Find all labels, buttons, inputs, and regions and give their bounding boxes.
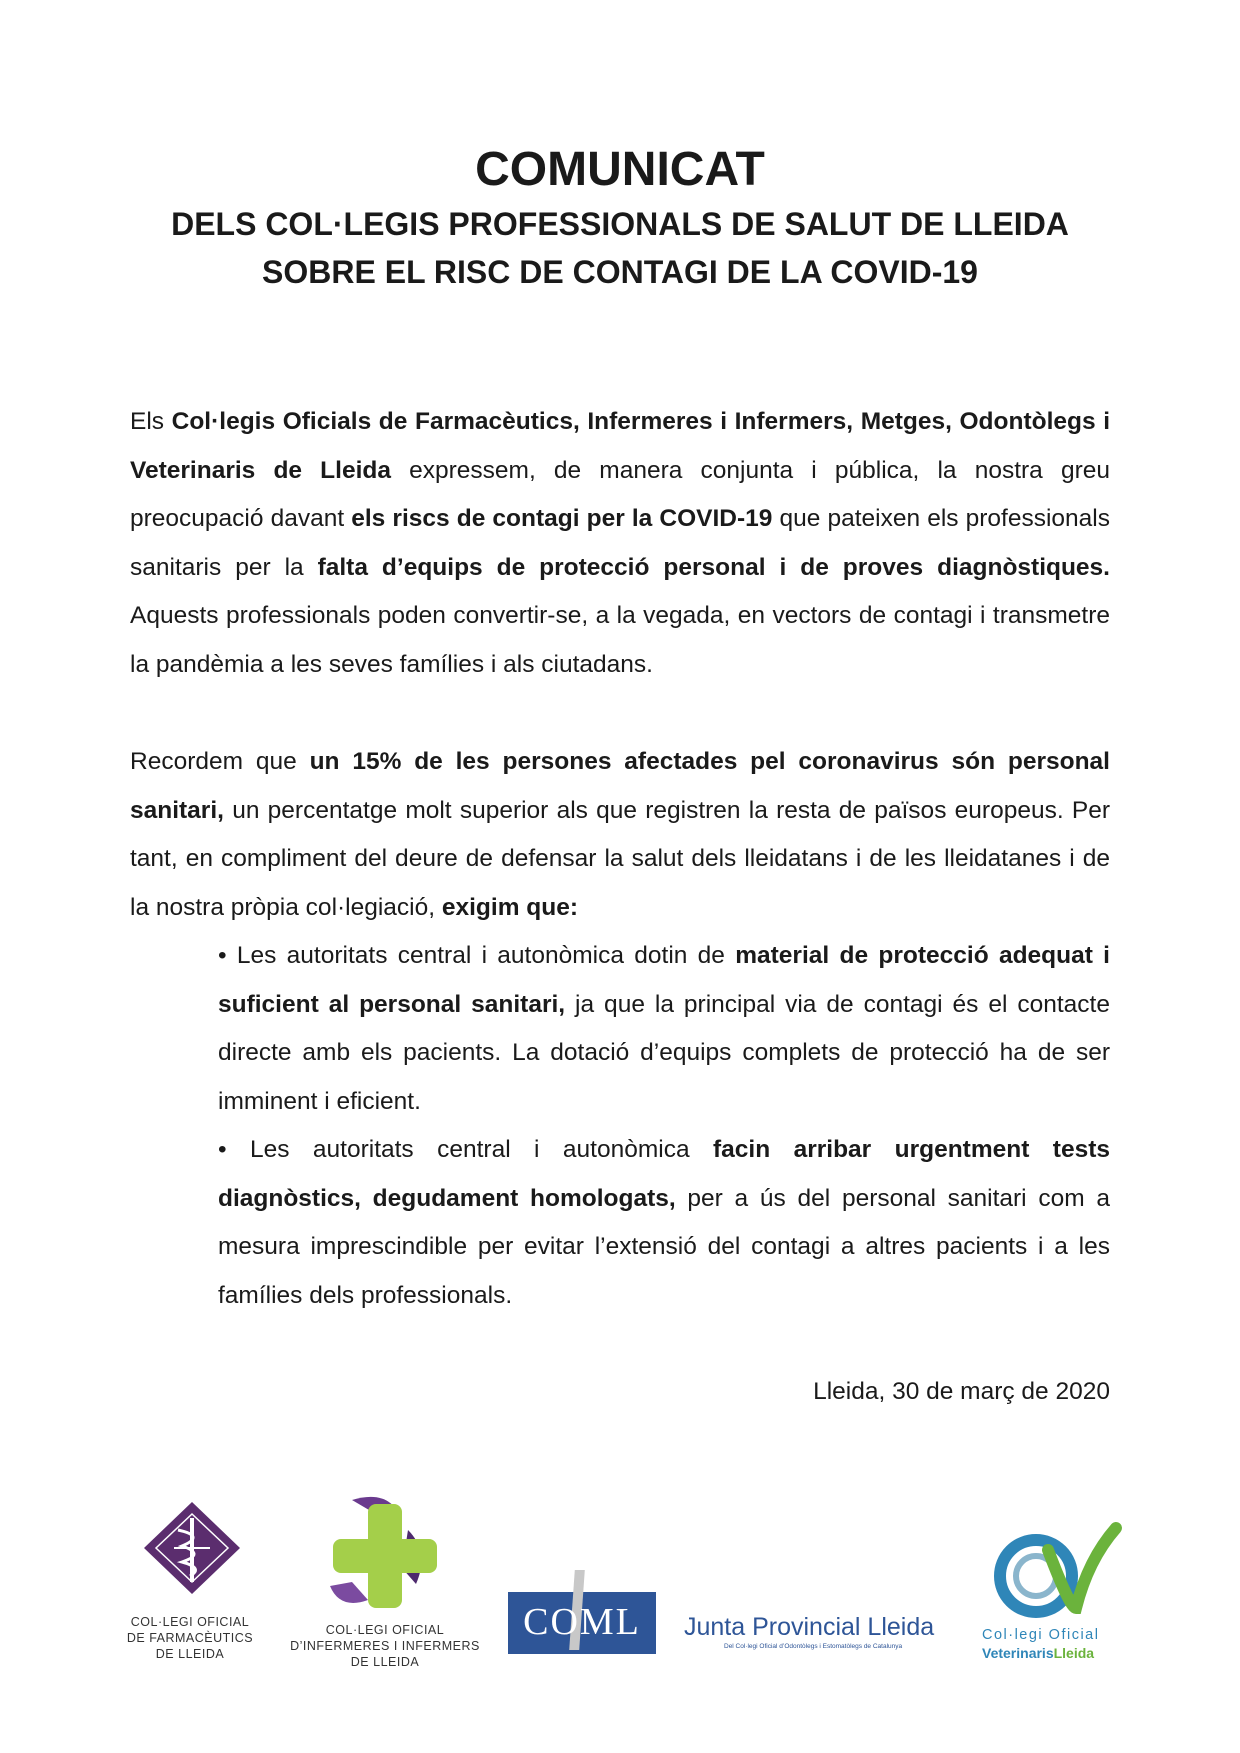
farmaceutics-caption-1: COL·LEGI OFICIAL: [130, 1615, 250, 1629]
paragraph-1: [130, 398, 1110, 689]
p1-text-1: Els: [130, 408, 172, 435]
farmaceutics-caption-3: DE LLEIDA: [155, 1647, 225, 1661]
farmaceutics-caption-2: DE FARMACÈUTICS: [126, 1631, 254, 1645]
p2-bold-2: exigim que:: [441, 893, 579, 921]
cv-swirl-icon: [978, 1520, 1128, 1620]
green-cross-icon: [290, 1490, 480, 1620]
p1-bold-3: falta d’equips de protecció personal i de proves diagnòstiques.: [317, 553, 1110, 581]
p1-bold-1: Col·legis Oficials de Farmacèutics, Infermeres i Infermers, Metges, Odontòlegs i Veterinaris de Lleida: [130, 408, 1111, 484]
demand-item-1: [218, 932, 1110, 1126]
logo-farmaceutics: [120, 1490, 260, 1690]
infermeres-caption-2: D’INFERMERES I INFERMERS: [290, 1639, 480, 1653]
logos-row: [0, 1490, 1240, 1690]
logo-junta-provincial: [684, 1612, 954, 1672]
junta-sublabel: Del Col·legi Oficial d’Odontòlegs i Estomatòlegs de Catalunya: [724, 1643, 903, 1650]
bullet1-bold: material de protecció adequat i suficient al personal sanitari,: [218, 942, 1110, 1018]
document-subtitle-line1: DELS COL·LEGIS PROFESSIONALS DE SALUT DE LLEIDA: [171, 206, 1069, 242]
veterinaris-caption-2: [982, 1644, 1132, 1662]
bullet1-text-2: ja que la principal via de contagi és el contacte directe amb els pacients. La dotació d’equips complets de protecció ha de ser imminent i eficient.: [218, 990, 1110, 1115]
demands-list: [218, 932, 1110, 1320]
paragraph-2: [130, 738, 1110, 932]
junta-label: Junta Provincial Lleida: [684, 1613, 935, 1641]
rod-of-asclepius-diamond-icon: [120, 1490, 260, 1610]
p2-bold-1: un 15% de les persones afectades pel coronavirus són personal sanitari,: [130, 748, 1110, 824]
p1-text-3: que pateixen els professionals sanitaris per la: [130, 505, 1110, 581]
document-title: COMUNICAT: [475, 143, 765, 196]
p1-text-4: Aquests professionals poden convertir-se, a la vegada, en vectors de contagi i transmetre la pandèmia a les seves famílies i als ciutadans.: [130, 602, 1110, 678]
logo-infermeres: [290, 1490, 480, 1690]
document-subtitle-line2: SOBRE EL RISC DE CONTAGI DE LA COVID-19: [262, 254, 978, 290]
demand-item-2: [218, 1126, 1110, 1320]
bullet2-text-2: per a ús del personal sanitari com a mesura imprescindible per evitar l’extensió del contagi a altres pacients i a les famílies dels professionals.: [218, 1184, 1110, 1309]
p2-text-2: un percentatge molt superior als que registren la resta de països europeus. Per tant, en compliment del deure de defensar la salut dels lleidatans i de les lleidatanes i de la nostra pròpia col·legiació,: [130, 796, 1110, 921]
lleida-word: Lleida: [1053, 1645, 1095, 1661]
bullet2-bold: facin arribar urgentment tests diagnòstics, degudament homologats,: [218, 1136, 1110, 1212]
veterinaris-caption-1: Col·legi Oficial: [982, 1627, 1100, 1643]
infermeres-caption-3: DE LLEIDA: [350, 1655, 420, 1669]
infermeres-caption-1: COL·LEGI OFICIAL: [325, 1623, 445, 1637]
p1-text-2: expressem, de manera conjunta i pública, la nostra greu preocupació davant: [130, 456, 1110, 532]
veterinaris-word: Veterinaris: [982, 1645, 1054, 1661]
coml-label: COML: [523, 1601, 641, 1643]
bullet1-text-1: • Les autoritats central i autonòmica dotin de: [218, 942, 736, 969]
logo-coml: [508, 1570, 658, 1660]
bullet2-text-1: • Les autoritats central i autonòmica: [218, 1136, 713, 1163]
date-line: Lleida, 30 de març de 2020: [813, 1378, 1110, 1405]
logo-veterinaris: [978, 1520, 1128, 1670]
p2-text-1: Recordem que: [130, 748, 310, 775]
p1-bold-2: els riscs de contagi per la COVID-19: [351, 505, 773, 532]
